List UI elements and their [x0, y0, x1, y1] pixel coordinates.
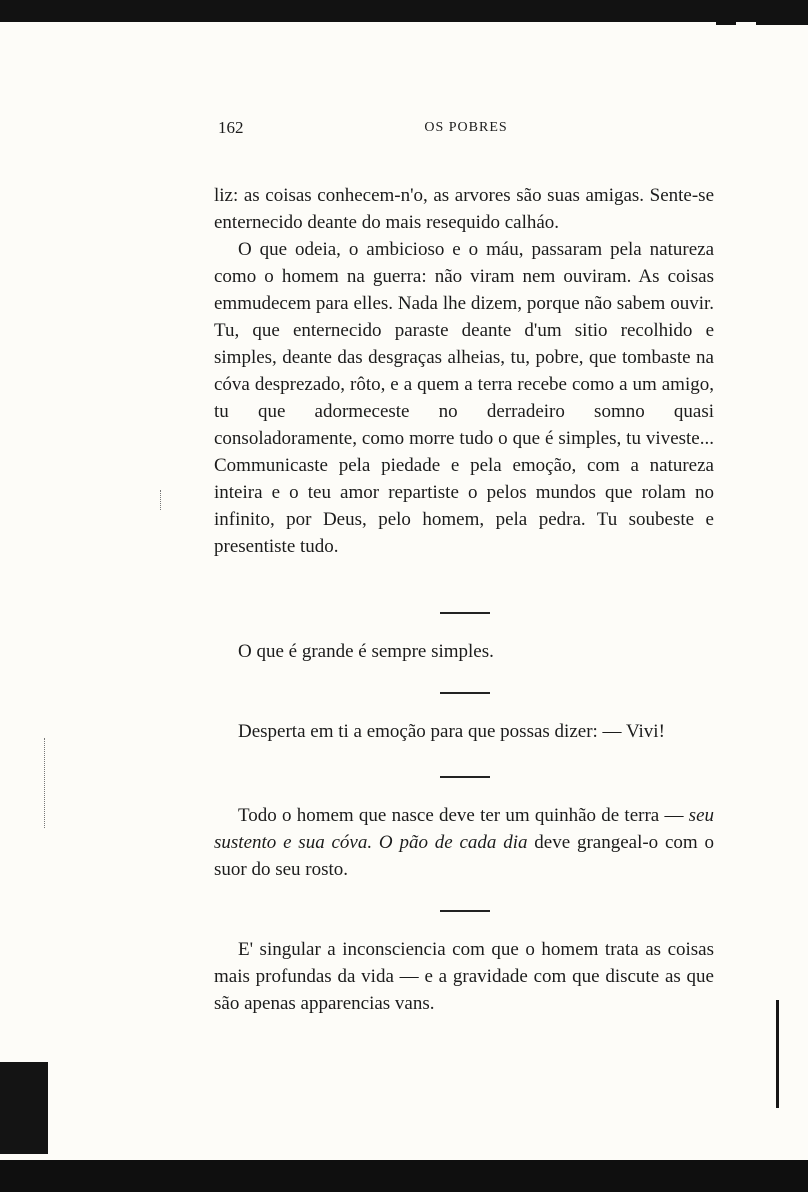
- running-title: OS POBRES: [424, 120, 508, 135]
- section-divider: [440, 692, 490, 694]
- scan-artifact: [44, 738, 45, 828]
- section-divider: [440, 612, 490, 614]
- scan-mark: [776, 1000, 779, 1108]
- section-divider: [440, 776, 490, 778]
- page-header: [218, 118, 714, 142]
- scan-artifact: [160, 490, 161, 510]
- page-number: 162: [218, 118, 244, 137]
- section-divider: [440, 910, 490, 912]
- paragraph-main: O que odeia, o ambicioso e o máu, passaram pela natureza como o homem na guerra: não viram nem ouviram. As coisas emmudecem para elles. Nada lhe dizem, porque não sabem ouvir. Tu, que enternecido paraste deante d'um sitio recolhido e simples, deante das desgraças alheias, tu, pobre, que tombaste na cóva desprezado, rôto, e a quem a terra recebe como a um amigo, tu que adormeceste no derradeiro somno quasi consoladoramente, como morre tudo o que é simples, tu viveste... Communicaste pela piedade e pela emoção, com a natureza inteira e o teu amor repartiste o pelos mundos que rolam no infinito, por Deus, pelo homem, pela pedra. Tu soubeste e presentiste tudo.: [214, 239, 714, 557]
- paragraph-continuation: liz: as coisas conhecem-n'o, as arvores são suas amigas. Sente-se enternecido deante do mais resequido calháo.: [214, 185, 714, 233]
- paragraph-text: Todo o homem que nasce deve ter um quinhão de terra —: [238, 805, 689, 826]
- scan-shadow: [0, 1062, 48, 1154]
- paragraph-aphorism-vivi: Desperta em ti a emoção para que possas dizer: — Vivi!: [238, 721, 665, 742]
- scan-bottom-border: [0, 1160, 808, 1192]
- paragraph-text: deve grangeal-o com o suor do seu rosto.: [214, 832, 714, 880]
- italic-phrase: seu sustento e sua cóva. O pão de cada dia: [214, 805, 714, 853]
- paragraph-aphorism-terra: [214, 802, 714, 883]
- scan-streak: [716, 22, 736, 25]
- scan-top-border: [0, 0, 808, 22]
- paragraph-aphorism-simple: O que é grande é sempre simples.: [238, 641, 494, 662]
- paragraph-aphorism-consciencia: E' singular a inconsciencia com que o homem trata as coisas mais profundas da vida — e a gravidade com que discute as que são apenas apparencias vans.: [214, 939, 714, 1014]
- scan-streak: [756, 22, 808, 25]
